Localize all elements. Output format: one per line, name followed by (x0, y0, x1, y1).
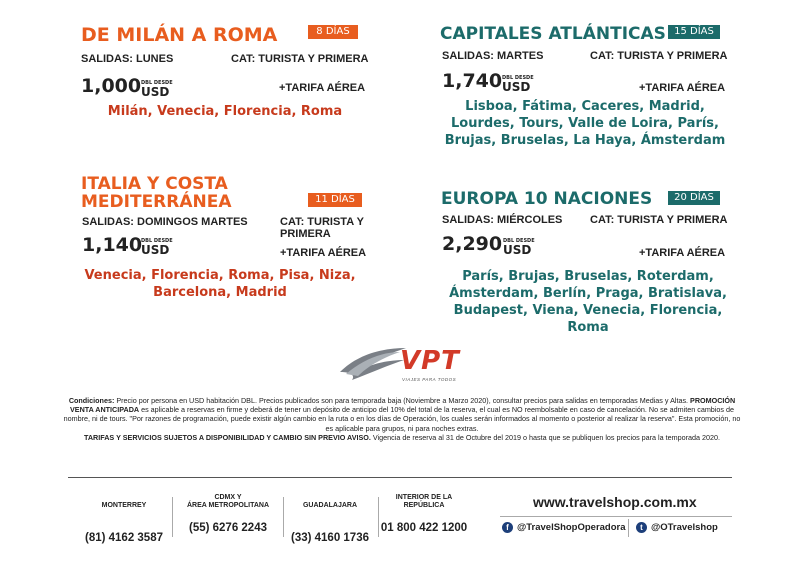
tour-title-line: MEDITERRÁNEA (81, 192, 232, 212)
cities-line: Brujas, Bruselas, La Haya, Ámsterdam (444, 133, 726, 148)
facebook-handle: @TravelShopOperadora (517, 522, 626, 533)
cities-line: Lourdes, Tours, Valle de Loira, París, (451, 116, 719, 131)
conditions-text-1: Precio por persona en USD habitación DBL. Precios publicados son para temporada baja (Noviembre a Marzo 2020), consultar precios para salidas en temporadas Medias y Altas. (114, 396, 691, 405)
price-currency (141, 80, 173, 98)
office-phone: (81) 4162 3587 (84, 532, 163, 544)
office-phone: 01 800 422 1200 (380, 522, 468, 534)
tour-cities (75, 267, 365, 301)
price-value: 2,290 (442, 233, 503, 255)
price-value: 1,740 (442, 70, 503, 92)
conditions-text (62, 396, 742, 442)
office-phone: (55) 6276 2243 (188, 522, 267, 534)
footer-divider (68, 477, 732, 478)
tour-cities (440, 98, 730, 149)
cities-line: Venecia, Florencia, Roma, Pisa, Niza, (84, 268, 356, 283)
cities-line: Lisboa, Fátima, Caceres, Madrid, (465, 99, 705, 114)
tour-cities: Milán, Venecia, Florencia, Roma (107, 104, 343, 119)
categoria-label: CAT: TURISTA Y PRIMERA (590, 214, 728, 226)
twitter-icon: t (636, 522, 647, 533)
website-link[interactable]: www.travelshop.com.mx (533, 494, 697, 510)
cities-line: Barcelona, Madrid (153, 285, 287, 300)
office-name: REPÚBLICA (403, 502, 445, 509)
currency-label: USD (141, 243, 170, 257)
tour-title: EUROPA 10 NACIONES (441, 189, 653, 209)
days-badge: 11 DÍAS (308, 193, 362, 207)
footer-separator (172, 497, 173, 537)
tarifas-disclaimer: TARIFAS Y SERVICIOS SUJETOS A DISPONIBILIDAD Y CAMBIO SIN PREVIO AVISO. (84, 432, 371, 442)
office-name: INTERIOR DE LA (395, 494, 453, 501)
promo-label: PROMOCIÓN VENTA ANTICIPADA (70, 396, 736, 415)
logo-tagline: VIAJES PARA TODOS (402, 377, 457, 382)
office-name: CDMX Y (214, 494, 242, 501)
categoria-line: PRIMERA (280, 228, 331, 240)
tour-cities (438, 268, 738, 336)
office-guadalajara (284, 498, 376, 548)
price-note: DBL DESDE (141, 238, 173, 244)
currency-label: USD (502, 80, 531, 94)
categoria-label: CAT: TURISTA Y PRIMERA (590, 50, 728, 62)
days-badge: 15 DÍAS (668, 25, 720, 39)
price-value: 1,000 (81, 75, 142, 97)
categoria-line: CAT: TURISTA Y (280, 216, 364, 228)
office-interior (376, 494, 472, 548)
currency-label: USD (503, 243, 532, 257)
price-currency (502, 75, 534, 93)
currency-label: USD (141, 85, 170, 99)
days-badge: 8 DÍAS (308, 25, 358, 39)
tour-title-line: ITALIA Y COSTA (81, 174, 228, 194)
tarifa-aerea-label: +TARIFA AÉREA (280, 247, 367, 259)
conditions-label: Condiciones: (68, 396, 115, 405)
cities-line: Ámsterdam, Berlín, Praga, Bratislava, (449, 286, 727, 301)
price-currency (141, 238, 173, 256)
price-note: DBL DESDE (502, 75, 534, 81)
price-value: 1,140 (82, 234, 143, 256)
salidas-label: SALIDAS: DOMINGOS MARTES (82, 216, 248, 228)
logo-text: VPT (400, 346, 460, 376)
tour-title: DE MILÁN A ROMA (81, 24, 278, 46)
price-currency (503, 238, 535, 256)
vpt-logo (338, 344, 462, 386)
salidas-label: SALIDAS: MARTES (442, 50, 544, 62)
tarifa-aerea-label: +TARIFA AÉREA (639, 247, 726, 259)
twitter-handle: @OTravelshop (651, 522, 718, 533)
social-separator (628, 519, 629, 537)
cities-line: París, Brujas, Bruselas, Roterdam, (462, 269, 714, 284)
bird-swoosh-icon (338, 346, 408, 382)
office-phone: (33) 4160 1736 (290, 532, 369, 544)
categoria-label (280, 216, 364, 240)
cities-line: Budapest, Viena, Venecia, Florencia, Roma (453, 303, 723, 335)
tour-title (81, 175, 232, 211)
days-badge: 20 DÍAS (668, 191, 720, 205)
salidas-label: SALIDAS: MIÉRCOLES (442, 214, 563, 226)
price-note: DBL DESDE (503, 238, 535, 244)
conditions-text-2: es aplicable a reservas en firme y deberá de tener un depósito de anticipo del 10% del total de la reserva, el cual es NO reembolsable en caso de cancelación. No se admiten cambios de nombre, ni de tours. "Por razones de programación, puede existir algún cambio en la ruta o en los días de Operación, los cuales serán informados al momento o posterior al realizar la reserva". Esta promoción, no es aplicable para grupos, ni para noches extras. (63, 405, 741, 433)
facebook-icon: f (502, 522, 513, 533)
office-cdmx (176, 494, 280, 548)
twitter-link[interactable] (636, 522, 718, 533)
office-name: GUADALAJARA (302, 502, 358, 509)
office-monterrey (78, 498, 170, 548)
office-name: ÁREA METROPOLITANA (186, 502, 270, 509)
tarifa-aerea-label: +TARIFA AÉREA (279, 82, 366, 94)
categoria-label: CAT: TURISTA Y PRIMERA (231, 53, 369, 65)
website-divider (500, 516, 732, 517)
tour-title: CAPITALES ATLÁNTICAS (440, 24, 666, 44)
salidas-label: SALIDAS: LUNES (81, 53, 174, 65)
tarifa-aerea-label: +TARIFA AÉREA (639, 82, 726, 94)
conditions-text-3: Vigencia de reserva al 31 de Octubre del 2019 o hasta que se publiquen los precios para la temporada 2020. (370, 432, 720, 442)
price-note: DBL DESDE (141, 80, 173, 86)
office-name: MONTERREY (101, 502, 147, 509)
facebook-link[interactable] (502, 522, 626, 533)
